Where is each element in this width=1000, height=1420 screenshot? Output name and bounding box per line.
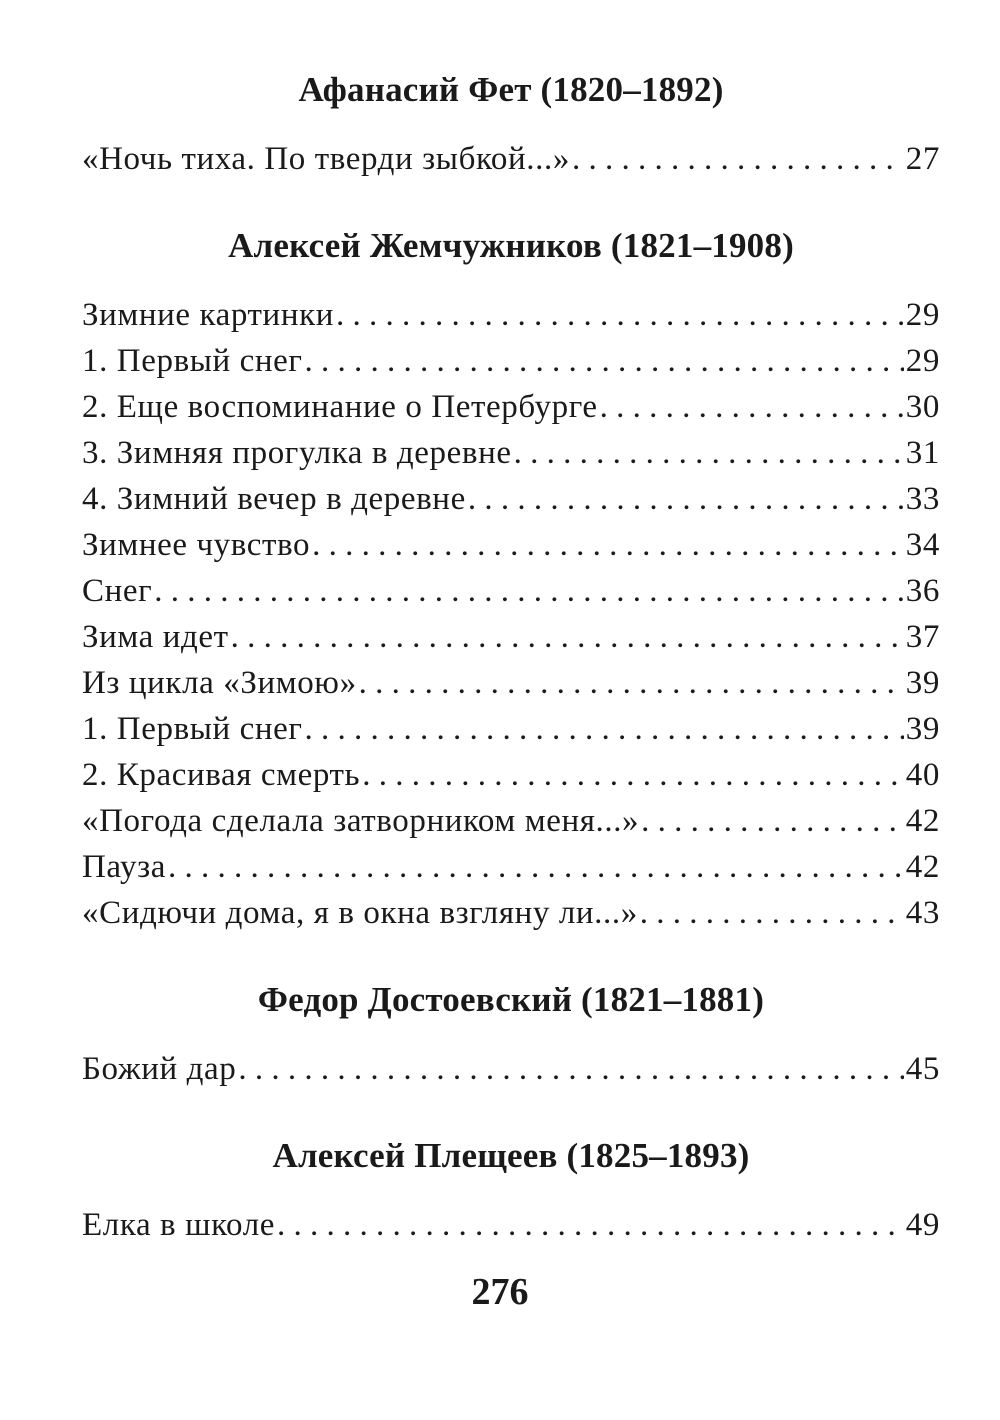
toc-entry <box>82 752 940 798</box>
entry-page: 30 <box>905 389 940 425</box>
dot-leader <box>600 384 904 430</box>
toc-section-dostoevsky <box>82 980 940 1092</box>
toc-entry <box>82 1202 940 1248</box>
toc-entry <box>82 292 940 338</box>
entry-page: 42 <box>905 849 940 885</box>
entry-title: Зимние картинки <box>82 297 334 333</box>
toc-entry <box>82 430 940 476</box>
toc-entry <box>82 660 940 706</box>
toc-entry <box>82 798 940 844</box>
toc-entry <box>82 614 940 660</box>
toc-entry <box>82 568 940 614</box>
dot-leader <box>168 844 904 890</box>
entry-title: Елка в школе <box>82 1207 276 1243</box>
toc-section-fet <box>82 70 940 182</box>
entry-title: Божий дар <box>82 1051 237 1087</box>
entry-page: 29 <box>905 297 940 333</box>
toc-entry <box>82 338 940 384</box>
entry-title: 1. Первый снег <box>82 711 303 747</box>
entry-title: «Погода сделала затворником меня...» <box>82 803 640 839</box>
entry-page: 40 <box>905 757 940 793</box>
dot-leader <box>336 292 904 338</box>
entry-title: Из цикла «Зимою» <box>82 665 357 701</box>
page-number: 276 <box>471 1271 529 1313</box>
author-heading: Афанасий Фет (1820–1892) <box>298 70 724 109</box>
dot-leader <box>514 430 904 476</box>
entry-title: 4. Зимний вечер в деревне <box>82 481 466 517</box>
toc-section-pleshcheev <box>82 1136 940 1248</box>
dot-leader <box>641 798 904 844</box>
toc-entry <box>82 136 940 182</box>
entry-page: 42 <box>905 803 940 839</box>
entry-title: «Ночь тиха. По тверди зыбкой...» <box>82 141 570 177</box>
toc-entry <box>82 476 940 522</box>
entry-page: 39 <box>905 665 940 701</box>
entry-title: 2. Еще воспоминание о Петербурге <box>82 389 598 425</box>
entry-title: «Сидючи дома, я в окна взгляну ли...» <box>82 895 638 931</box>
dot-leader <box>305 338 904 384</box>
dot-leader <box>468 476 904 522</box>
entry-page: 36 <box>905 573 940 609</box>
entry-page: 49 <box>905 1207 940 1243</box>
author-heading: Алексей Плещеев (1825–1893) <box>272 1136 750 1175</box>
entry-title: Зимнее чувство <box>82 527 311 563</box>
dot-leader <box>359 660 904 706</box>
toc-entry <box>82 890 940 936</box>
entry-title: 3. Зимняя прогулка в деревне <box>82 435 512 471</box>
dot-leader <box>231 614 904 660</box>
toc-entry <box>82 384 940 430</box>
toc-entry <box>82 706 940 752</box>
author-heading: Алексей Жемчужников (1821–1908) <box>228 226 794 265</box>
author-heading: Федор Достоевский (1821–1881) <box>257 980 765 1019</box>
dot-leader <box>640 890 904 936</box>
entry-page: 43 <box>905 895 940 931</box>
toc-entry <box>82 1046 940 1092</box>
dot-leader <box>154 568 904 614</box>
entry-title: Пауза <box>82 849 166 885</box>
dot-leader <box>277 1202 904 1248</box>
table-of-contents <box>82 70 940 1248</box>
entry-title: 1. Первый снег <box>82 343 303 379</box>
toc-section-zhemchuzhnikov <box>82 226 940 936</box>
entry-title: Зима идет <box>82 619 229 655</box>
dot-leader <box>572 136 904 182</box>
entry-page: 34 <box>905 527 940 563</box>
entry-page: 29 <box>905 343 940 379</box>
entry-page: 33 <box>905 481 940 517</box>
entry-title: Снег <box>82 573 153 609</box>
toc-entry <box>82 522 940 568</box>
dot-leader <box>238 1046 903 1092</box>
entry-page: 39 <box>905 711 940 747</box>
dot-leader <box>362 752 904 798</box>
entry-page: 37 <box>905 619 940 655</box>
dot-leader <box>312 522 904 568</box>
toc-entry <box>82 844 940 890</box>
entry-title: 2. Красивая смерть <box>82 757 361 793</box>
entry-page: 31 <box>905 435 940 471</box>
entry-page: 27 <box>905 141 940 177</box>
dot-leader <box>305 706 904 752</box>
entry-page: 45 <box>905 1051 940 1087</box>
